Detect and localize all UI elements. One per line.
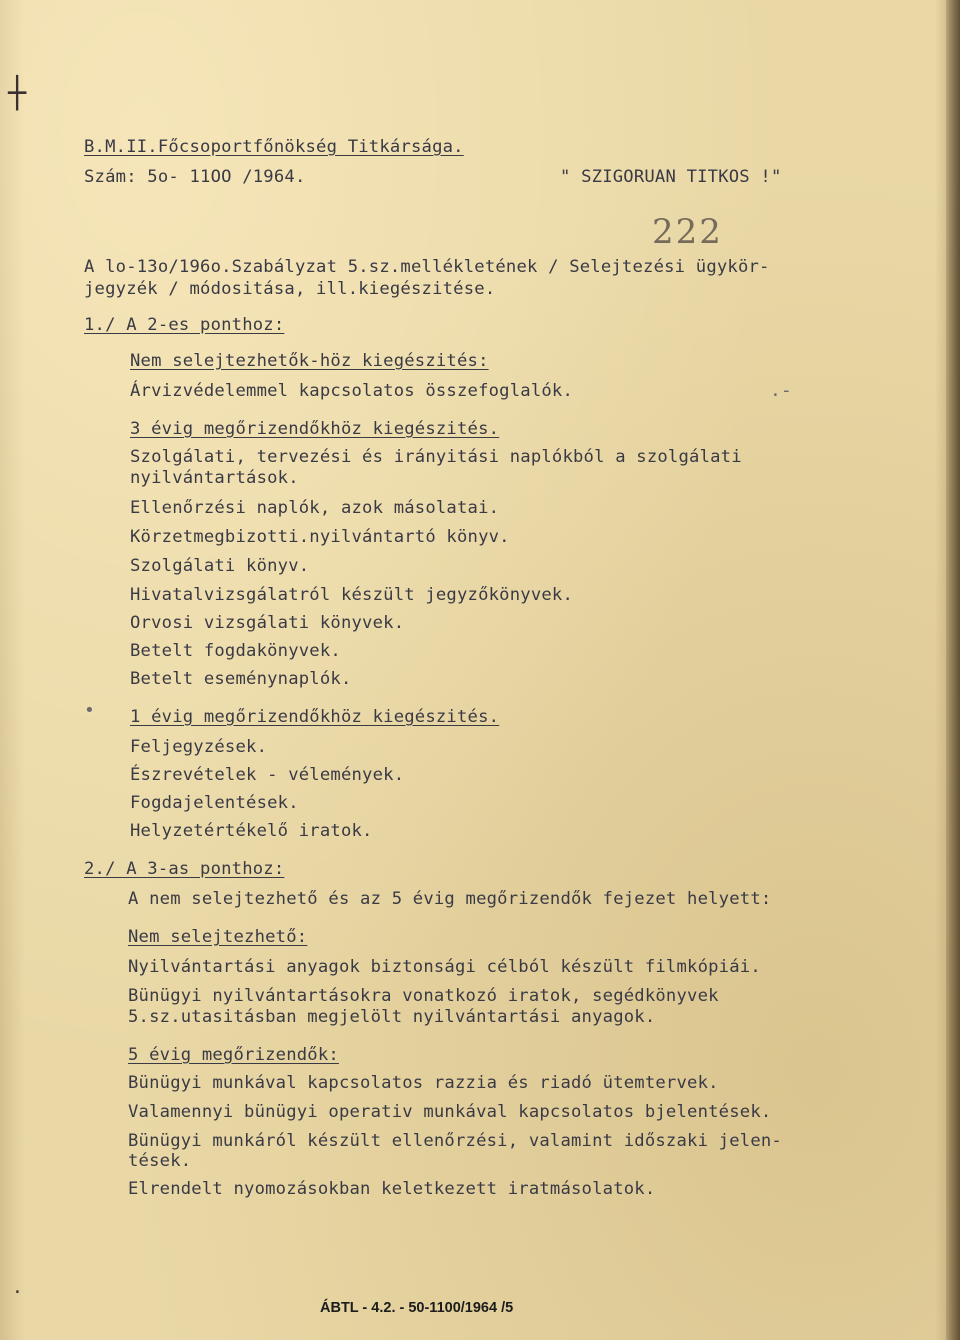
group-title-not-discardable-2: Nem selejtezhető: — [128, 927, 308, 947]
margin-mark: · — [12, 1282, 23, 1303]
section-2-heading: 2./ A 3-as ponthoz: — [84, 859, 285, 879]
group-title-5-years: 5 évig megőrizendők: — [128, 1045, 339, 1065]
list-item: Szolgálati könyv. — [130, 556, 310, 576]
list-item: Észrevételek - vélemények. — [130, 765, 405, 785]
list-item: Szolgálati, tervezési és irányitási naplókból a szolgálati — [130, 447, 742, 467]
list-item: Elrendelt nyomozásokban keletkezett iratmásolatok. — [128, 1179, 656, 1199]
section-1-heading: 1./ A 2-es ponthoz: — [84, 315, 285, 335]
list-item: Betelt fogdakönyvek. — [130, 641, 341, 661]
stray-mark: .- — [770, 380, 792, 401]
list-item: Orvosi vizsgálati könyvek. — [130, 613, 405, 633]
subject-line-1: A lo-13o/196o.Szabályzat 5.sz.mellékletének / Selejtezési ügykör- — [84, 257, 770, 277]
paper-edge — [946, 0, 960, 1340]
section-2-intro: A nem selejtezhető és az 5 évig megőrizendők fejezet helyett: — [128, 889, 772, 909]
classification-label: " SZIGORUAN TITKOS !" — [560, 167, 782, 187]
list-item: Fogdajelentések. — [130, 793, 299, 813]
list-item: Hivatalvizsgálatról készült jegyzőkönyvek. — [130, 585, 574, 605]
group-title-3-years: 3 évig megőrizendőkhöz kiegészités. — [130, 419, 500, 439]
list-item: Bünügyi munkával kapcsolatos razzia és riadó ütemtervek. — [128, 1073, 719, 1093]
list-item: Betelt eseménynaplók. — [130, 669, 352, 689]
group-title-1-year: 1 évig megőrizendőkhöz kiegészités. — [130, 707, 500, 727]
list-item: Bünügyi nyilvántartásokra vonatkozó iratok, segédkönyvek — [128, 986, 719, 1006]
office-heading: B.M.II.Főcsoportfőnökség Titkársága. — [84, 137, 464, 157]
list-item: Valamennyi bünügyi operativ munkával kapcsolatos bjelentések. — [128, 1102, 772, 1122]
list-item: nyilvántartások. — [130, 468, 299, 488]
document-number: Szám: 5o- 11OO /1964. — [84, 167, 306, 187]
list-item: Ellenőrzési naplók, azok másolatai. — [130, 498, 500, 518]
list-item: Nyilvántartási anyagok biztonsági célból készült filmkópiái. — [128, 957, 761, 977]
list-item: Helyzetértékelő iratok. — [130, 821, 373, 841]
archive-reference: ÁBTL - 4.2. - 50-1100/1964 /5 — [320, 1300, 514, 1316]
group-title-not-discardable: Nem selejtezhetők-höz kiegészités: — [130, 351, 489, 371]
list-item: Feljegyzések. — [130, 737, 268, 757]
page-number-stamp: 222 — [652, 212, 723, 252]
list-item: Bünügyi munkáról készült ellenőrzési, valamint időszaki jelen- — [128, 1131, 782, 1151]
list-item: Árvizvédelemmel kapcsolatos összefoglalók. — [130, 381, 574, 401]
margin-mark: ┼ — [8, 76, 27, 111]
stray-mark: • — [84, 700, 95, 721]
subject-line-2: jegyzék / módositása, ill.kiegészitése. — [84, 279, 496, 299]
list-item: 5.sz.utasitásban megjelölt nyilvántartási anyagok. — [128, 1007, 656, 1027]
list-item: Körzetmegbizotti.nyilvántartó könyv. — [130, 527, 510, 547]
list-item: tések. — [128, 1151, 192, 1171]
